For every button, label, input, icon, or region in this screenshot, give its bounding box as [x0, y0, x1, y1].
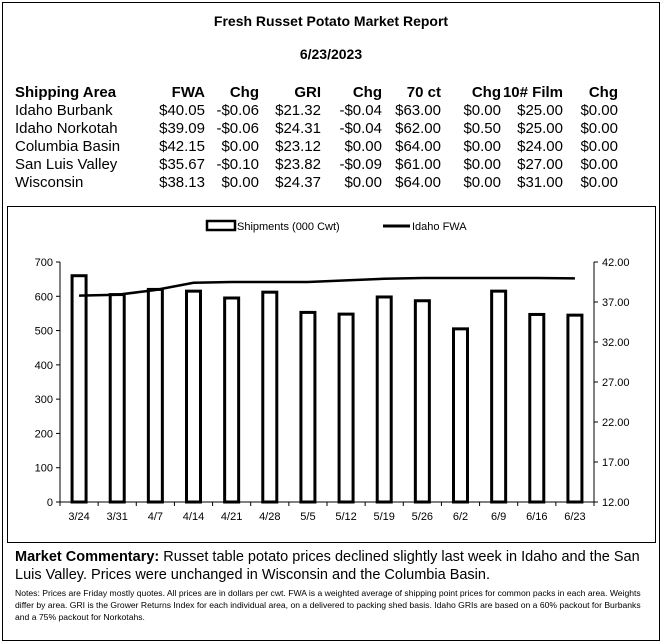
shipment-bar: [454, 329, 468, 502]
shipment-bar: [415, 301, 429, 502]
x-tick-label: 4/21: [220, 511, 243, 523]
price-cell: $0.00: [580, 119, 618, 137]
price-cell: $24.31: [275, 119, 321, 137]
price-cell: $0.00: [344, 173, 382, 191]
right-tick-label: 27.00: [602, 377, 630, 389]
price-cell: $25.00: [517, 119, 563, 137]
price-cell: $64.00: [395, 173, 441, 191]
price-cell: $23.12: [275, 137, 321, 155]
shipment-bar: [377, 297, 391, 502]
price-cell: $63.00: [395, 101, 441, 119]
legend-label-shipments: Shipments (000 Cwt): [237, 221, 340, 233]
x-tick-label: 6/2: [452, 511, 469, 523]
left-tick-label: 700: [34, 257, 53, 269]
legend-swatch-shipments: [207, 221, 235, 230]
price-cell: $27.00: [517, 155, 563, 173]
right-tick-label: 17.00: [602, 457, 630, 469]
price-cell: $0.00: [463, 101, 501, 119]
shipping-area-cell: San Luis Valley: [15, 155, 118, 173]
price-cell: $0.00: [344, 137, 382, 155]
report-notes: Notes: Prices are Friday mostly quotes. All prices are in dollars per cwt. FWA is a weighted average of shipping point prices for common packs in each area. Weights differ by area. GRI is the Grower Returns Index for each individual area, on a delivered to packing shed basis. Idaho GRIs are based on a 60% packout for Burbanks and a 75% packout for Norkotahs.: [15, 588, 641, 622]
price-cell: $0.00: [580, 137, 618, 155]
price-cell: -$0.04: [339, 119, 382, 137]
chart-svg: [8, 207, 655, 542]
col-header-gri-chg: Chg: [352, 83, 382, 101]
price-cell: $24.00: [517, 137, 563, 155]
price-cell: -$0.06: [216, 101, 259, 119]
price-table-header: [15, 83, 618, 101]
price-cell: $61.00: [395, 155, 441, 173]
shipment-bar: [339, 314, 353, 502]
shipment-bar: [568, 315, 582, 502]
report-title: Fresh Russet Potato Market Report: [213, 13, 449, 29]
col-header-area: Shipping Area: [15, 83, 117, 101]
x-tick-label: 3/24: [68, 511, 90, 523]
shipment-bar: [110, 295, 124, 502]
price-cell: $23.82: [275, 155, 321, 173]
col-header-fwa: FWA: [171, 83, 205, 101]
right-tick-label: 37.00: [602, 297, 630, 309]
shipping-area-cell: Idaho Norkotah: [15, 119, 118, 137]
x-tick-label: 5/19: [373, 511, 395, 523]
shipment-bar: [530, 314, 544, 502]
market-report: [2, 2, 660, 641]
shipment-bar: [301, 312, 315, 502]
price-cell: $40.05: [159, 101, 205, 119]
right-tick-label: 22.00: [602, 417, 630, 429]
x-tick-label: 5/12: [335, 511, 357, 523]
price-cell: -$0.04: [339, 101, 382, 119]
price-cell: $39.09: [159, 119, 205, 137]
price-row: [15, 101, 618, 119]
shipment-bar: [72, 276, 86, 502]
price-table: [15, 83, 618, 191]
shipment-bar: [187, 291, 201, 502]
col-header-film: 10# Film: [502, 83, 563, 101]
price-cell: $64.00: [395, 137, 441, 155]
price-cell: $0.00: [463, 137, 501, 155]
price-row: [15, 137, 618, 155]
price-cell: -$0.10: [216, 155, 259, 173]
shipping-area-cell: Idaho Burbank: [15, 101, 113, 119]
price-cell: $0.00: [580, 173, 618, 191]
left-tick-label: 300: [34, 394, 53, 407]
price-cell: $0.00: [463, 155, 501, 173]
price-cell: $42.15: [159, 137, 205, 155]
shipment-bar: [492, 291, 506, 502]
left-tick-label: 600: [34, 291, 53, 304]
shipping-area-cell: Columbia Basin: [15, 137, 121, 155]
price-cell: $0.00: [463, 173, 501, 191]
price-cell: -$0.06: [216, 119, 259, 137]
price-row: [15, 119, 618, 137]
left-tick-label: 200: [34, 428, 53, 441]
shipments-chart: [7, 206, 656, 543]
price-row: [15, 155, 618, 173]
left-tick-label: 0: [46, 497, 53, 509]
left-tick-label: 500: [34, 325, 53, 338]
x-tick-label: 3/31: [106, 511, 128, 523]
shipment-bar: [225, 298, 239, 502]
price-cell: $0.50: [463, 119, 501, 137]
legend-label-fwa: Idaho FWA: [412, 221, 467, 233]
price-row: [15, 173, 618, 191]
col-header-70ct-chg: Chg: [471, 83, 501, 101]
price-cell: $38.13: [159, 173, 205, 191]
x-tick-label: 6/23: [564, 511, 586, 523]
price-cell: $24.37: [275, 173, 321, 191]
market-commentary: [15, 548, 651, 584]
price-cell: -$0.09: [339, 155, 382, 173]
x-tick-label: 4/28: [259, 511, 281, 523]
col-header-film-chg: Chg: [588, 83, 618, 101]
price-cell: $25.00: [517, 101, 563, 119]
price-cell: $0.00: [221, 173, 259, 191]
x-tick-label: 4/14: [182, 511, 205, 523]
price-cell: $31.00: [517, 173, 563, 191]
x-tick-label: 6/9: [490, 511, 507, 523]
col-header-gri: GRI: [294, 83, 321, 101]
shipping-area-cell: Wisconsin: [15, 173, 84, 191]
left-tick-label: 400: [34, 359, 53, 372]
col-header-fwa-chg: Chg: [229, 83, 259, 101]
report-date: 6/23/2023: [299, 46, 363, 62]
left-tick-label: 100: [34, 462, 53, 475]
price-cell: $0.00: [221, 137, 259, 155]
commentary-heading: Market Commentary:: [15, 549, 160, 565]
price-cell: $21.32: [275, 101, 321, 119]
right-tick-label: 42.00: [602, 257, 630, 269]
price-cell: $0.00: [580, 155, 618, 173]
price-cell: $35.67: [159, 155, 205, 173]
price-cell: $0.00: [580, 101, 618, 119]
x-tick-label: 5/26: [411, 511, 434, 523]
x-tick-label: 5/5: [300, 511, 316, 523]
shipment-bar: [148, 289, 162, 502]
right-tick-label: 12.00: [602, 497, 630, 509]
x-tick-label: 4/7: [147, 511, 164, 523]
commentary-text: Russet table potato prices declined slightly last week in Idaho and the San Luis Valley. Prices were unchanged in Wisconsin and the Columbia Basin.: [15, 549, 640, 583]
x-tick-label: 6/16: [526, 511, 548, 523]
price-cell: $62.00: [395, 119, 441, 137]
col-header-70ct: 70 ct: [406, 83, 441, 101]
shipment-bar: [263, 292, 277, 502]
right-tick-label: 32.00: [602, 337, 630, 349]
